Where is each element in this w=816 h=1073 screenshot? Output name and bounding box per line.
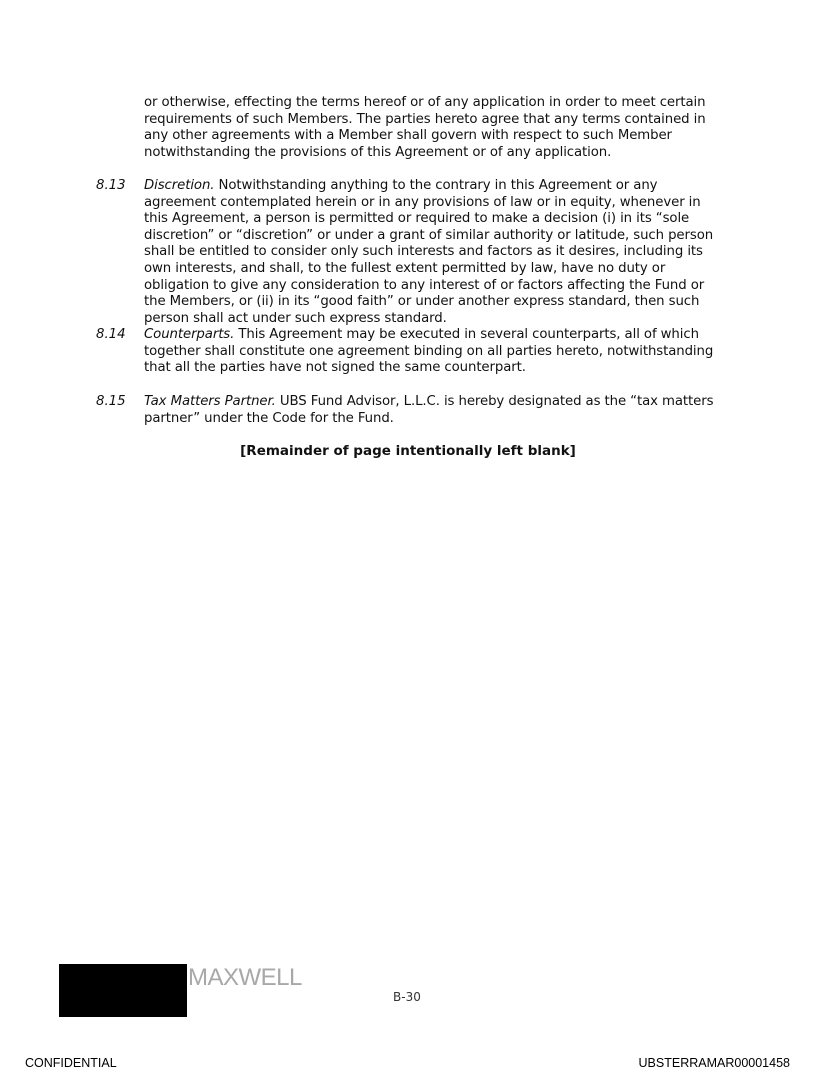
page-number: B-30	[393, 990, 421, 1004]
section-number-8-14: 8.14	[96, 327, 126, 342]
section-8-14-paragraph	[144, 327, 724, 377]
redaction-block	[59, 964, 187, 1017]
continuation-paragraph-text: or otherwise, effecting the terms hereof or of any application in order to meet certain requirements of such Members. The parties hereto agree that any terms contained in any other agreements with a Member shall govern with respect to such Member notwithstanding the provisions of this Agreement or of any application.	[144, 95, 706, 160]
maxwell-stamp: MAXWELL	[188, 964, 302, 991]
bates-number: UBSTERRAMAR00001458	[638, 1056, 790, 1070]
section-8-15-paragraph	[144, 394, 724, 427]
section-8-14-text: This Agreement may be executed in several counterparts, all of which together shall constitute one agreement binding on all parties hereto, notwithstanding that all the parties have not signed the same counterpart.	[144, 327, 714, 376]
section-8-13-text: Notwithstanding anything to the contrary in this Agreement or any agreement contemplated herein or in any provisions of law or in equity, whenever in this Agreement, a person is permitted or required to make a decision (i) in its “sole discretion” or “discretion” or under a grant of similar authority or latitude, such person shall be entitled to consider only such interests and factors as it desires, including its own interests, and shall, to the fullest extent permitted by law, have no duty or obligation to give any consideration to any interest of or factors affecting the Fund or the Members, or (ii) in its “good faith” or under another express standard, then such person shall act under such express standard.	[144, 178, 714, 326]
section-8-14-heading: Counterparts.	[144, 327, 235, 342]
section-8-13-paragraph	[144, 178, 724, 327]
section-number-8-15: 8.15	[96, 394, 126, 409]
remainder-blank-note: [Remainder of page intentionally left blank]	[240, 443, 576, 459]
section-8-15-text: UBS Fund Advisor, L.L.C. is hereby designated as the “tax matters partner” under the Code for the Fund.	[144, 394, 714, 426]
continuation-paragraph	[144, 95, 724, 161]
section-8-13-heading: Discretion.	[144, 178, 215, 193]
section-8-15-heading: Tax Matters Partner.	[144, 394, 276, 409]
section-number-8-13: 8.13	[96, 178, 126, 193]
confidential-label: CONFIDENTIAL	[25, 1056, 117, 1070]
